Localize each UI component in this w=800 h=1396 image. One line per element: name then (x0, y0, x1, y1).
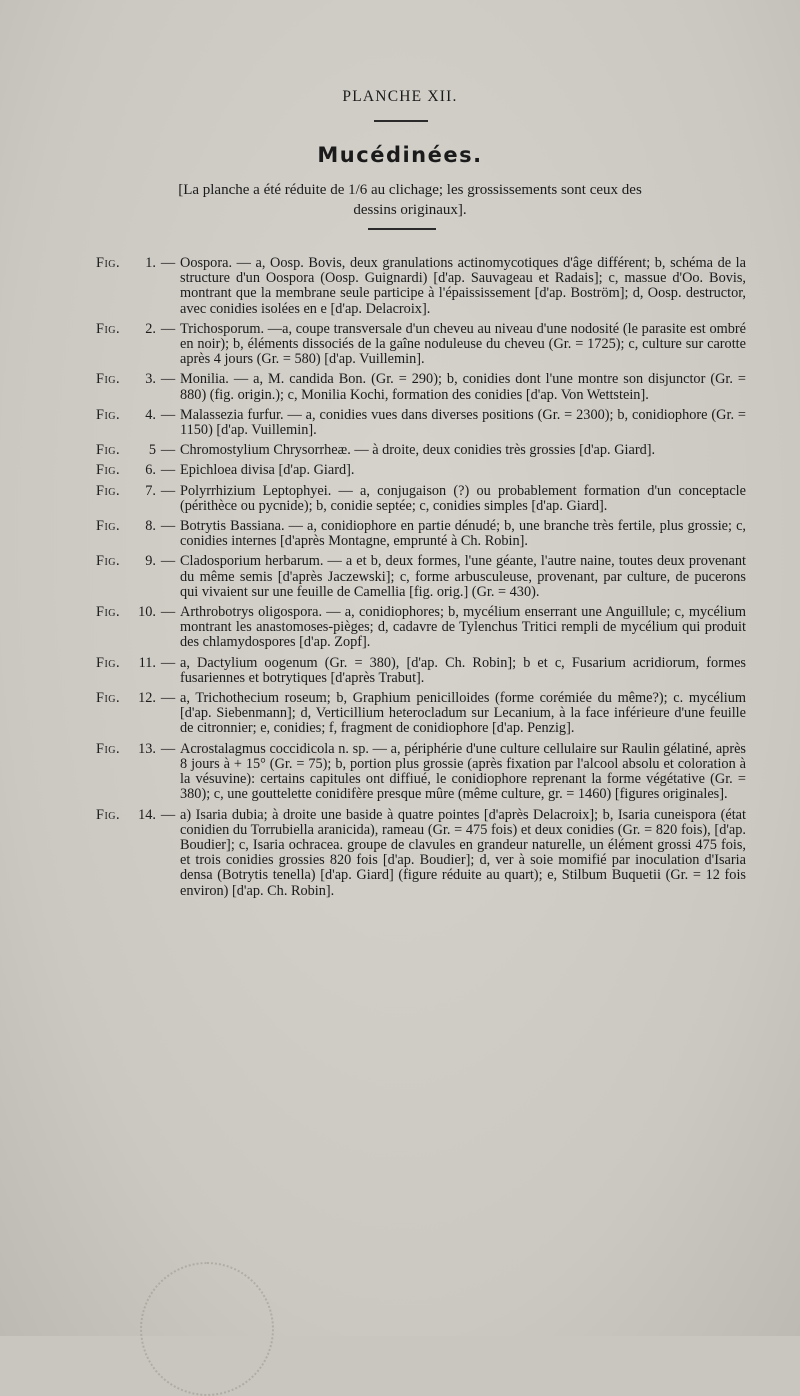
fig-number: 7. (145, 482, 156, 499)
fig-caption: Polyrrhizium Leptophyei. — a, conjugaison (?) ou probablement formation d'un conceptacle (périthèce ou pycnide); b, conidie septée; c, conidies simples [d'ap. Giard]. (180, 482, 746, 514)
figure-entry-5: Fig. 5 — Chromostylium Chrysorrheæ. — à droite, deux conidies très grossies [d'ap. Giard]. (96, 443, 746, 458)
fig-number: 12. (138, 690, 156, 707)
fig-caption: Trichosporum. —a, coupe transversale d'un cheveu au niveau d'une nodosité (le parasite est ombré en noir); b, éléments dissociés de la gaîne noduleuse du cheveu (Gr. = 1725); c, culture sur carotte après 4 jours (Gr. = 580) [d'ap. Vuillemin]. (180, 320, 746, 368)
figure-entry-8: Fig. 8. — Botrytis Bassiana. — a, conidiophore en partie dénudé; b, une branche très fertile, plus grossie; c, conidies internes [d'après Montagne, emprunté à Ch. Robin]. (96, 518, 746, 550)
figure-entry-14: Fig. 14. — a) Isaria dubia; à droite une baside à quatre pointes [d'après Delacroix]; b, Isaria cuneispora (état conidien du Torrubiella aranicida), rameau (Gr. = 475 fois) et deux conidies (Gr. = 820 fois), [d'ap. Boudier]; c, Isaria ochracea. groupe de clavules en grandeur naturelle, un élément grossi 475 fois, et trois conidies grossies 820 fois [d'ap. Boudier]; d, ver à soie momifié par inoculation d'Isaria densa (Botrytis tenella) [d'ap. Giard] (figure réduite au quart); e, Stilbum Buquetii (Gr. = 12 fois environ) [d'ap. Ch. Robin]. (96, 806, 746, 899)
fig-caption: Oospora. — a, Oosp. Bovis, deux granulations actinomycotiques d'âge différent; b, schéma de la structure d'un Oospora (Oosp. Guignardi) [d'ap. Sauvageau et Radais]; c, massue d'Oo. Bovis, montrant que la membrane seule participe à l'épaississement [d'ap. Boström]; d, Oosp. destructor, avec conidies isolées en e [d'ap. Delacroix]. (180, 255, 746, 317)
figure-entry-10: Fig. 10. — Arthrobotrys oligospora. — a, conidiophores; b, mycélium enserrant une Anguillule; c, mycélium montrant les anastomoses-pièges; d, cadavre de Tylenchus Tritici rempli de mycélium qui produit des chlamydospores [d'ap. Zopf]. (96, 604, 746, 651)
fig-number: 3. (145, 371, 156, 388)
fig-label: Fig. (96, 604, 121, 621)
fig-caption: Cladosporium herbarum. — a et b, deux formes, l'une géante, l'autre naine, toutes deux provenant du même semis [d'après Jaczewski]; c, forme arbusculeuse, provenant, par culture, de pucerons qui vivaient sur une feuille de Camellia [fig. orig.] (Gr. = 430). (180, 553, 746, 600)
fig-label: Fig. (96, 518, 121, 535)
figure-entry-4: Fig. 4. — Malassezia furfur. — a, conidies vues dans diverses positions (Gr. = 2300); b, conidiophore (Gr. = 1150) [d'ap. Vuillemin]. (96, 406, 746, 439)
plate-heading: PLANCHE XII. (342, 88, 458, 105)
figure-entry-1: Fig. 1. — Oospora. — a, Oosp. Bovis, deux granulations actinomycotiques d'âge différent; b, schéma de la structure d'un Oospora (Oosp. Guignardi) [d'ap. Sauvageau et Radais]; c, massue d'Oo. Bovis, montrant que la membrane seule participe à l'épaississement [d'ap. Boström]; d, Oosp. destructor, avec conidies isolées en e [d'ap. Delacroix]. (96, 255, 746, 317)
page-title: Mucédinées. (317, 143, 483, 167)
fig-number: 9. (145, 553, 156, 570)
fig-label: Fig. (96, 462, 121, 479)
figure-entry-9: Fig. 9. — Cladosporium herbarum. — a et b, deux formes, l'une géante, l'autre naine, toutes deux provenant du même semis [d'après Jaczewski]; c, forme arbusculeuse, provenant, par culture, de pucerons qui vivaient sur une feuille de Camellia [fig. orig.] (Gr. = 430). (96, 553, 746, 600)
fig-number: 10. (138, 604, 156, 621)
fig-number: 5 (148, 442, 156, 459)
figure-entry-12: Fig. 12. — a, Trichothecium roseum; b, Graphium penicilloides (forme corémiée du même?); c. mycélium [d'ap. Siebenmann]; d, Verticillium heterocladum sur Lecanium, à la face inférieure d'une feuille de citronnier; e, conidies; f, fragment de conidiophore [d'ap. Penzig]. (96, 690, 746, 737)
fig-label: Fig. (96, 442, 121, 459)
fig-number: 8. (145, 518, 156, 535)
figure-list (96, 256, 746, 904)
fig-label: Fig. (96, 654, 121, 671)
figure-entry-13: Fig. 13. — Acrostalagmus coccidicola n. sp. — a, périphérie d'une culture cellulaire sur Raulin gélatiné, après 8 jours à + 15° (Gr. = 75); b, portion plus grossie (après fixation par l'alcool absolu et coloration à la vésuvine): certains capitules ont diffiué, le conidiophore reprenant la forme végétative (Gr. = 380); c, une gouttelette conidifère presque mûre (même culture, gr. = 1460) [figures originales]. (96, 740, 746, 803)
fig-number: 2. (145, 320, 156, 337)
fig-label: Fig. (96, 690, 121, 707)
fig-number: 14. (138, 806, 156, 823)
fig-label: Fig. (96, 320, 121, 337)
fig-label: Fig. (96, 482, 121, 499)
figure-entry-7: Fig. 7. — Polyrrhizium Leptophyei. — a, conjugaison (?) ou probablement formation d'un conceptacle (périthèce ou pycnide); b, conidie septée; c, conidies simples [d'ap. Giard]. (96, 482, 746, 514)
fig-caption: Epichloea divisa [d'ap. Giard]. (180, 462, 355, 479)
fig-caption: Malassezia furfur. — a, conidies vues dans diverses positions (Gr. = 2300); b, conidiophore (Gr. = 1150) [d'ap. Vuillemin]. (180, 406, 746, 439)
fig-caption: a) Isaria dubia; à droite une baside à quatre pointes [d'après Delacroix]; b, Isaria cuneispora (état conidien du Torrubiella aranicida), rameau (Gr. = 475 fois) et deux conidies (Gr. = 820 fois), [d'ap. Boudier]; c, Isaria ochracea. groupe de clavules en grandeur naturelle, un élément grossi 475 fois, et trois conidies grossies 820 fois [d'ap. Boudier]; d, ver à soie momifié par inoculation d'Isaria densa (Botrytis tenella) [d'ap. Giard] (figure réduite au quart); e, Stilbum Buquetii (Gr. = 12 fois environ) [d'ap. Ch. Robin]. (180, 806, 746, 899)
figure-entry-11: Fig. 11. — a, Dactylium oogenum (Gr. = 380), [d'ap. Ch. Robin]; b et c, Fusarium acridiorum, formes fusariennes et botrytiques [d'après Trabut]. (96, 654, 746, 686)
fig-caption: Chromostylium Chrysorrheæ. — à droite, deux conidies très grossies [d'ap. Giard]. (180, 442, 656, 459)
reduction-note: [La planche a été réduite de 1/6 au clichage; les grossissements sont ceux des dessins originaux]. (178, 182, 642, 218)
fig-number: 1. (145, 255, 156, 271)
fig-caption: a, Trichothecium roseum; b, Graphium penicilloides (forme corémiée du même?); c. mycélium [d'ap. Siebenmann]; d, Verticillium heterocladum sur Lecanium, à la face inférieure d'une feuille de citronnier; e, conidies; f, fragment de conidiophore [d'ap. Penzig]. (180, 690, 746, 737)
figure-entry-2: Fig. 2. — Trichosporum. —a, coupe transversale d'un cheveu au niveau d'une nodosité (le parasite est ombré en noir); b, éléments dissociés de la gaîne noduleuse du cheveu (Gr. = 1725); c, culture sur carotte après 4 jours (Gr. = 580) [d'ap. Vuillemin]. (96, 320, 746, 368)
fig-number: 13. (138, 740, 156, 757)
fig-label: Fig. (96, 553, 121, 570)
fig-caption: a, Dactylium oogenum (Gr. = 380), [d'ap. Ch. Robin]; b et c, Fusarium acridiorum, formes fusariennes et botrytiques [d'après Trabut]. (180, 654, 746, 686)
fig-label: Fig. (96, 740, 121, 757)
library-stamp (140, 1262, 274, 1396)
fig-label: Fig. (96, 806, 121, 823)
fig-number: 4. (145, 406, 156, 423)
fig-caption: Botrytis Bassiana. — a, conidiophore en partie dénudé; b, une branche très fertile, plus grossie; c, conidies internes [d'après Montagne, emprunté à Ch. Robin]. (180, 518, 746, 550)
fig-caption: Arthrobotrys oligospora. — a, conidiophores; b, mycélium enserrant une Anguillule; c, mycélium montrant les anastomoses-pièges; d, cadavre de Tylenchus Tritici rempli de mycélium qui produit des chlamydospores [d'ap. Zopf]. (180, 604, 746, 651)
fig-number: 11. (138, 654, 156, 671)
fig-number: 6. (145, 462, 156, 479)
fig-caption: Acrostalagmus coccidicola n. sp. — a, périphérie d'une culture cellulaire sur Raulin gélatiné, après 8 jours à + 15° (Gr. = 75); b, portion plus grossie (après fixation par l'alcool absolu et coloration à la vésuvine): certains capitules ont diffiué, le conidiophore reprenant la forme végétative (Gr. = 380); c, une gouttelette conidifère presque mûre (même culture, gr. = 1460) [figures originales]. (180, 740, 746, 803)
fig-label: Fig. (96, 371, 121, 388)
figure-entry-3: Fig. 3. — Monilia. — a, M. candida Bon. (Gr. = 290); b, conidies dont l'une montre son disjunctor (Gr. = 880) (fig. origin.); c, Monilia Kochi, formation des conidies [d'ap. Von Wettstein]. (96, 371, 746, 403)
fig-caption: Monilia. — a, M. candida Bon. (Gr. = 290); b, conidies dont l'une montre son disjunctor (Gr. = 880) (fig. origin.); c, Monilia Kochi, formation des conidies [d'ap. Von Wettstein]. (180, 371, 746, 403)
fig-label: Fig. (96, 255, 121, 271)
divider-bottom (368, 228, 436, 230)
fig-label: Fig. (96, 406, 121, 423)
figure-entry-6: Fig. 6. — Epichloea divisa [d'ap. Giard]. (96, 463, 746, 478)
divider-top (374, 120, 428, 122)
